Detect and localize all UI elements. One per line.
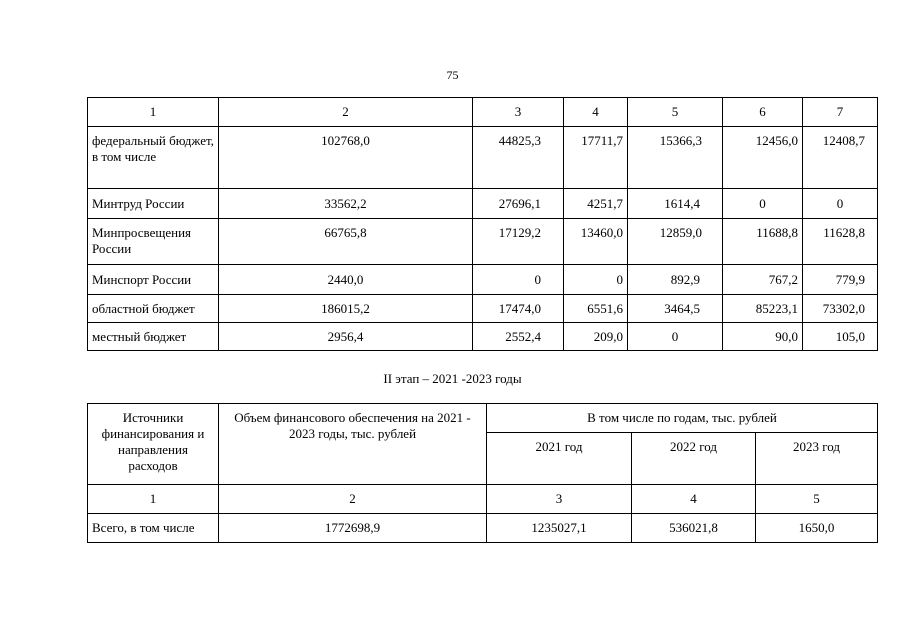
value-cell: 11628,8 — [803, 219, 878, 265]
value-cell: 13460,0 — [564, 219, 628, 265]
table-row — [88, 514, 878, 543]
value-cell: 1614,4 — [628, 189, 723, 219]
value-cell: 6551,6 — [564, 295, 628, 323]
value-cell: 1235027,1 — [487, 514, 632, 543]
value-cell: 73302,0 — [803, 295, 878, 323]
header-cell: 5 — [628, 98, 723, 127]
header-year: 2023 год — [756, 433, 878, 485]
value-cell: 3464,5 — [628, 295, 723, 323]
value-cell: 767,2 — [723, 265, 803, 295]
header-cell: 1 — [88, 98, 219, 127]
value-cell: 209,0 — [564, 323, 628, 351]
value-cell: 2956,4 — [219, 323, 473, 351]
value-cell: 1772698,9 — [219, 514, 487, 543]
value-cell: 15366,3 — [628, 127, 723, 189]
header-volume: Объем финансового обеспечения на 2021 - 2023 годы, тыс. рублей — [219, 404, 487, 485]
value-cell: 102768,0 — [219, 127, 473, 189]
table-row — [88, 219, 878, 265]
value-cell: 11688,8 — [723, 219, 803, 265]
header-cell: 7 — [803, 98, 878, 127]
table-header-row — [88, 404, 878, 433]
header-cell: 4 — [564, 98, 628, 127]
value-cell: 12408,7 — [803, 127, 878, 189]
page-number: 75 — [446, 68, 459, 82]
source-cell: Всего, в том числе — [88, 514, 219, 543]
value-cell: 12859,0 — [628, 219, 723, 265]
value-cell: 12456,0 — [723, 127, 803, 189]
table-row — [88, 189, 878, 219]
value-cell: 105,0 — [803, 323, 878, 351]
header-cell: 6 — [723, 98, 803, 127]
number-cell: 4 — [632, 485, 756, 514]
header-cell: 3 — [473, 98, 564, 127]
financing-table-stage2 — [87, 403, 878, 543]
value-cell: 0 — [803, 189, 878, 219]
value-cell: 186015,2 — [219, 295, 473, 323]
header-year: 2022 год — [632, 433, 756, 485]
value-cell: 0 — [473, 265, 564, 295]
table-row — [88, 295, 878, 323]
source-cell: Минпросвещения России — [88, 219, 219, 265]
source-cell: местный бюджет — [88, 323, 219, 351]
value-cell: 0 — [628, 323, 723, 351]
value-cell: 0 — [723, 189, 803, 219]
financing-table-stage1 — [87, 97, 878, 351]
table-number-row — [88, 485, 878, 514]
table-row — [88, 323, 878, 351]
number-cell: 5 — [756, 485, 878, 514]
number-cell: 2 — [219, 485, 487, 514]
header-by-years: В том числе по годам, тыс. рублей — [487, 404, 878, 433]
header-year: 2021 год — [487, 433, 632, 485]
number-cell: 1 — [88, 485, 219, 514]
value-cell: 1650,0 — [756, 514, 878, 543]
value-cell: 33562,2 — [219, 189, 473, 219]
value-cell: 17129,2 — [473, 219, 564, 265]
value-cell: 4251,7 — [564, 189, 628, 219]
value-cell: 0 — [564, 265, 628, 295]
source-cell: Минтруд России — [88, 189, 219, 219]
header-cell: 2 — [219, 98, 473, 127]
value-cell: 44825,3 — [473, 127, 564, 189]
section-title: II этап – 2021 -2023 годы — [383, 371, 522, 386]
value-cell: 779,9 — [803, 265, 878, 295]
value-cell: 66765,8 — [219, 219, 473, 265]
table-header-row — [88, 98, 878, 127]
value-cell: 85223,1 — [723, 295, 803, 323]
value-cell: 536021,8 — [632, 514, 756, 543]
source-cell: областной бюджет — [88, 295, 219, 323]
header-sources: Источники финансирования и направления расходов — [88, 404, 219, 485]
source-cell: федеральный бюджет, в том числе — [88, 127, 219, 189]
value-cell: 27696,1 — [473, 189, 564, 219]
source-cell: Минспорт России — [88, 265, 219, 295]
value-cell: 17711,7 — [564, 127, 628, 189]
table-row — [88, 127, 878, 189]
value-cell: 892,9 — [628, 265, 723, 295]
value-cell: 17474,0 — [473, 295, 564, 323]
value-cell: 2552,4 — [473, 323, 564, 351]
number-cell: 3 — [487, 485, 632, 514]
table-row — [88, 265, 878, 295]
value-cell: 2440,0 — [219, 265, 473, 295]
value-cell: 90,0 — [723, 323, 803, 351]
